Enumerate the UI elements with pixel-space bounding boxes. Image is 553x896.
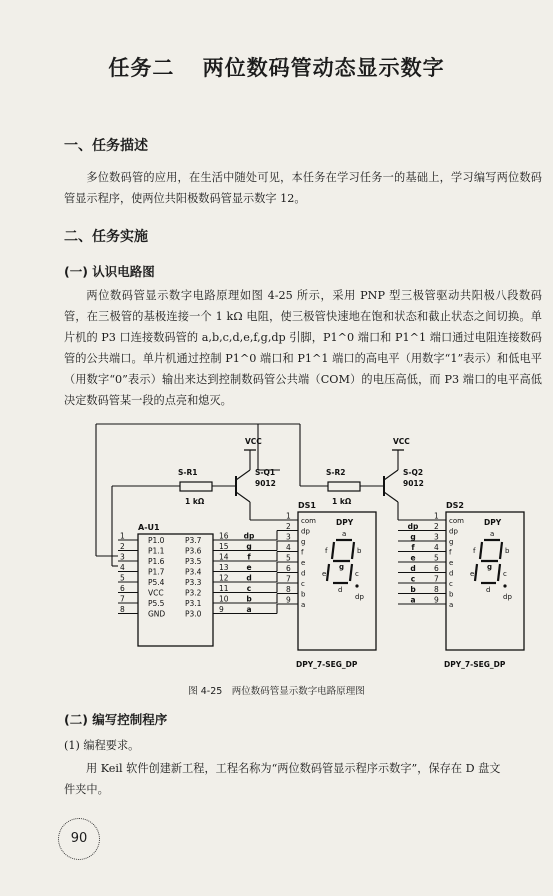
ds1-pin-label: a (301, 601, 306, 609)
requirement-text-1: 用 Keil 软件创建新工程，工程名称为“两位数码管显示程序示数字”，保存在 D 盘文 (86, 762, 501, 775)
ds2-pin-number: 6 (434, 564, 439, 573)
ds2-pin-number: 5 (434, 553, 439, 563)
ds2-segment-dp (503, 584, 506, 587)
mcu-right-pin-number: 14 (219, 552, 229, 562)
ds2-net-label: b (410, 585, 416, 594)
ds2-segment-e (475, 564, 477, 581)
mcu-left-pin-number: 1 (120, 531, 125, 541)
net-label: c (246, 584, 252, 593)
ds2-part-label: DPY_7-SEG_DP (444, 660, 506, 669)
ds2-seg-letter-f: f (473, 547, 476, 555)
ds2-seg-letter-a: a (490, 530, 495, 538)
ds2-pin-label: a (449, 601, 454, 609)
ds1-seg-letter-a: a (342, 530, 347, 538)
section1-heading: 一、任务描述 (64, 138, 148, 154)
q1-emitter (236, 470, 250, 480)
mcu-left-pin-number: 8 (120, 605, 125, 614)
q2-label: S-Q2 (403, 468, 424, 477)
ds2-pin-label: b (449, 590, 454, 599)
mcu-right-pin-label: P3.0 (185, 609, 202, 619)
mcu-left-pin-number: 3 (120, 552, 125, 562)
mcu-right-pin-number: 11 (219, 584, 229, 593)
net-label: b (246, 594, 252, 604)
ds1-pin-number: 2 (286, 522, 291, 531)
net-label: dp (243, 531, 255, 541)
net-label: g (246, 542, 252, 551)
ds2-net-label: e (410, 553, 416, 563)
resistor-r2 (328, 482, 360, 491)
section1-paragraph: 多位数码管的应用，在生活中随处可见，本任务在学习任务一的基础上，学习编写两位数码管显示程序，使两位共阳极数码管显示数字 12。 (64, 171, 542, 205)
ds1-pin-number: 3 (286, 532, 291, 542)
ds2-seg-letter-g: g (487, 563, 493, 571)
mcu-left-pin-number: 7 (120, 594, 125, 604)
ds1-pin-label: g (301, 538, 306, 546)
ds2-pin-label: d (449, 569, 454, 578)
ds1-seg-letter-dp: dp (355, 593, 364, 601)
ds1-part-label: DPY_7-SEG_DP (296, 660, 358, 669)
q1-vcc-label: VCC (245, 437, 262, 446)
circuit-paragraph: 两位数码管显示数字电路原理如图 4-25 所示，采用 PNP 型三极管驱动共阳极八段数码管，在三极管的基极连接一个 1 kΩ 电阻，使三极管快速地在饱和状态和截止状态之间切换。单片机的 P3 口连接数码管的 a,b,c,d,e,f,g,dp 引脚，P1^0 端口和 P1^1 端口通过电阻连接数码管的公共端口。单片机通过控制 P1^0 端口和 P1^1 端口的高电平（用数字“1”表示）和低电平（用数字“0”表示）输出来达到控制数码管公共端（COM）的电压高低，而 P3 端口的电平高低决定数码管某一段的点亮和熄灭。 (64, 289, 542, 407)
mcu-right-pin-label: P3.4 (185, 567, 202, 577)
ds1-pin-label: e (301, 559, 306, 567)
ds2-seg-letter-d: d (486, 586, 491, 594)
mcu-right-pin-number: 9 (219, 605, 224, 614)
ds1-pin-label: dp (301, 527, 310, 536)
mcu-left-pin-label: P5.4 (148, 578, 165, 587)
ds1-name: DS1 (298, 501, 316, 510)
ds1-seg-letter-d: d (338, 586, 343, 594)
ds1-segment-c (350, 564, 352, 581)
r2-value: 1 kΩ (332, 497, 352, 506)
section2-heading: 二、任务实施 (64, 229, 148, 245)
ds1-pin-number: 7 (286, 574, 291, 584)
ds1-segment-b (352, 542, 354, 559)
net-label: a (246, 605, 252, 614)
r1-value: 1 kΩ (185, 497, 205, 506)
ds2-pin-number: 3 (434, 532, 439, 542)
net-label: d (246, 573, 252, 583)
mcu-left-pin-number: 6 (120, 584, 125, 593)
ds1-pin-number: 6 (286, 564, 291, 573)
mcu-right-pin-label: P3.6 (185, 546, 202, 556)
ds2-pin-label: dp (449, 527, 458, 536)
ds1-segment-e (327, 564, 329, 581)
ds2-segment-b (500, 542, 502, 559)
ds1-pin-number: 8 (286, 585, 291, 594)
r2-label: S-R2 (326, 468, 346, 477)
subheading-circuit: (一) 认识电路图 (64, 264, 155, 279)
mcu-right-pin-label: P3.2 (185, 588, 202, 598)
mcu-left-pin-number: 4 (120, 563, 125, 572)
ds2-pin-label: e (449, 559, 454, 567)
ds1-seg-letter-f: f (325, 547, 328, 555)
q2-collector (384, 492, 398, 502)
mcu-left-pin-label: VCC (148, 588, 164, 598)
page-number: 90 (58, 818, 100, 860)
ds2-seg-letter-b: b (505, 547, 510, 555)
mcu-right-pin-number: 12 (219, 573, 229, 583)
ds1-pin-number: 5 (286, 553, 291, 563)
mcu-left-pin-label: GND (148, 609, 166, 619)
mcu-right-pin-number: 13 (219, 563, 229, 572)
mcu-left-pin-label: P1.6 (148, 557, 165, 566)
ds2-pin-label: c (449, 580, 453, 588)
figure-caption: 图 4-25 两位数码管显示数字电路原理图 (188, 686, 365, 697)
ds2-net-label: a (410, 595, 416, 605)
mcu-name: A-U1 (138, 523, 160, 532)
ds2-segment-f (480, 542, 482, 559)
ds2-pin-label: f (449, 548, 452, 557)
ds2-pin-label: g (449, 538, 454, 546)
ds1-seg-letter-g: g (339, 563, 345, 571)
ds1-pin-label: c (301, 580, 305, 588)
mcu-right-pin-number: 10 (219, 594, 229, 604)
ds1-pin-label: com (301, 517, 316, 525)
ds1-seg-letter-b: b (357, 547, 362, 555)
ds2-net-label: d (410, 564, 416, 573)
mcu-left-pin-label: P1.0 (148, 536, 165, 545)
mcu-left-pin-label: P1.1 (148, 546, 165, 556)
mcu-right-pin-label: P3.5 (185, 557, 202, 566)
ds2-name: DS2 (446, 501, 464, 510)
ds2-seg-letter-dp: dp (503, 593, 512, 601)
ds1-pin-number: 1 (286, 511, 291, 521)
ds2-seg-letter-c: c (503, 570, 507, 578)
ds1-seg-letter-c: c (355, 570, 359, 578)
net-label: f (247, 552, 251, 562)
mcu-left-pin-number: 5 (120, 573, 125, 583)
ds2-net-label: dp (407, 522, 419, 531)
ds2-pin-label: com (449, 517, 464, 525)
task-name: 两位数码管动态显示数字 (202, 56, 445, 80)
mcu-left-pin-number: 2 (120, 542, 125, 551)
q1-collector (236, 492, 250, 502)
q2-emitter (384, 470, 398, 480)
ds2-pin-number: 2 (434, 522, 439, 531)
ds2-pin-number: 4 (434, 543, 439, 552)
ds1-pin-number: 4 (286, 543, 291, 552)
mcu-right-pin-label: P3.1 (185, 599, 202, 608)
task-number: 任务二 (108, 56, 175, 80)
ds2-net-label: c (410, 574, 416, 584)
requirement-heading: (1) 编程要求。 (64, 739, 140, 752)
ds2-net-label: g (410, 532, 416, 542)
mcu-right-pin-label: P3.7 (185, 536, 202, 545)
resistor-r1 (180, 482, 212, 491)
ds1-pin-label: b (301, 590, 306, 599)
net-label: e (246, 563, 252, 572)
ds2-pin-number: 8 (434, 585, 439, 594)
q2-model: 9012 (403, 479, 424, 488)
ds1-pin-label: f (301, 548, 304, 557)
q2-vcc-label: VCC (393, 437, 410, 446)
q1-model: 9012 (255, 479, 276, 488)
subheading-program: (二) 编写控制程序 (64, 712, 168, 727)
mcu-left-pin-label: P1.7 (148, 567, 165, 577)
r1-label: S-R1 (178, 468, 198, 477)
q1-label: S-Q1 (255, 468, 276, 477)
mcu-left-pin-label: P5.5 (148, 599, 165, 608)
ds2-net-label: f (411, 543, 415, 552)
mcu-right-pin-number: 16 (219, 531, 229, 541)
ds2-pin-number: 7 (434, 574, 439, 584)
mcu-right-pin-label: P3.3 (185, 578, 202, 587)
requirement-text-2: 件夹中。 (64, 783, 109, 796)
ds2-seg-letter-e: e (470, 570, 475, 578)
ds1-seg-letter-e: e (322, 570, 327, 578)
mcu-right-pin-number: 15 (219, 542, 229, 551)
ds1-segment-f (332, 542, 334, 559)
ds2-segment-c (498, 564, 500, 581)
ds2-dpy-label: DPY (484, 518, 502, 527)
ds1-segment-dp (355, 584, 358, 587)
ds2-pin-number: 1 (434, 511, 439, 521)
ds1-pin-label: d (301, 569, 306, 578)
ds1-pin-number: 9 (286, 595, 291, 605)
ds2-pin-number: 9 (434, 595, 439, 605)
ds1-dpy-label: DPY (336, 518, 354, 527)
